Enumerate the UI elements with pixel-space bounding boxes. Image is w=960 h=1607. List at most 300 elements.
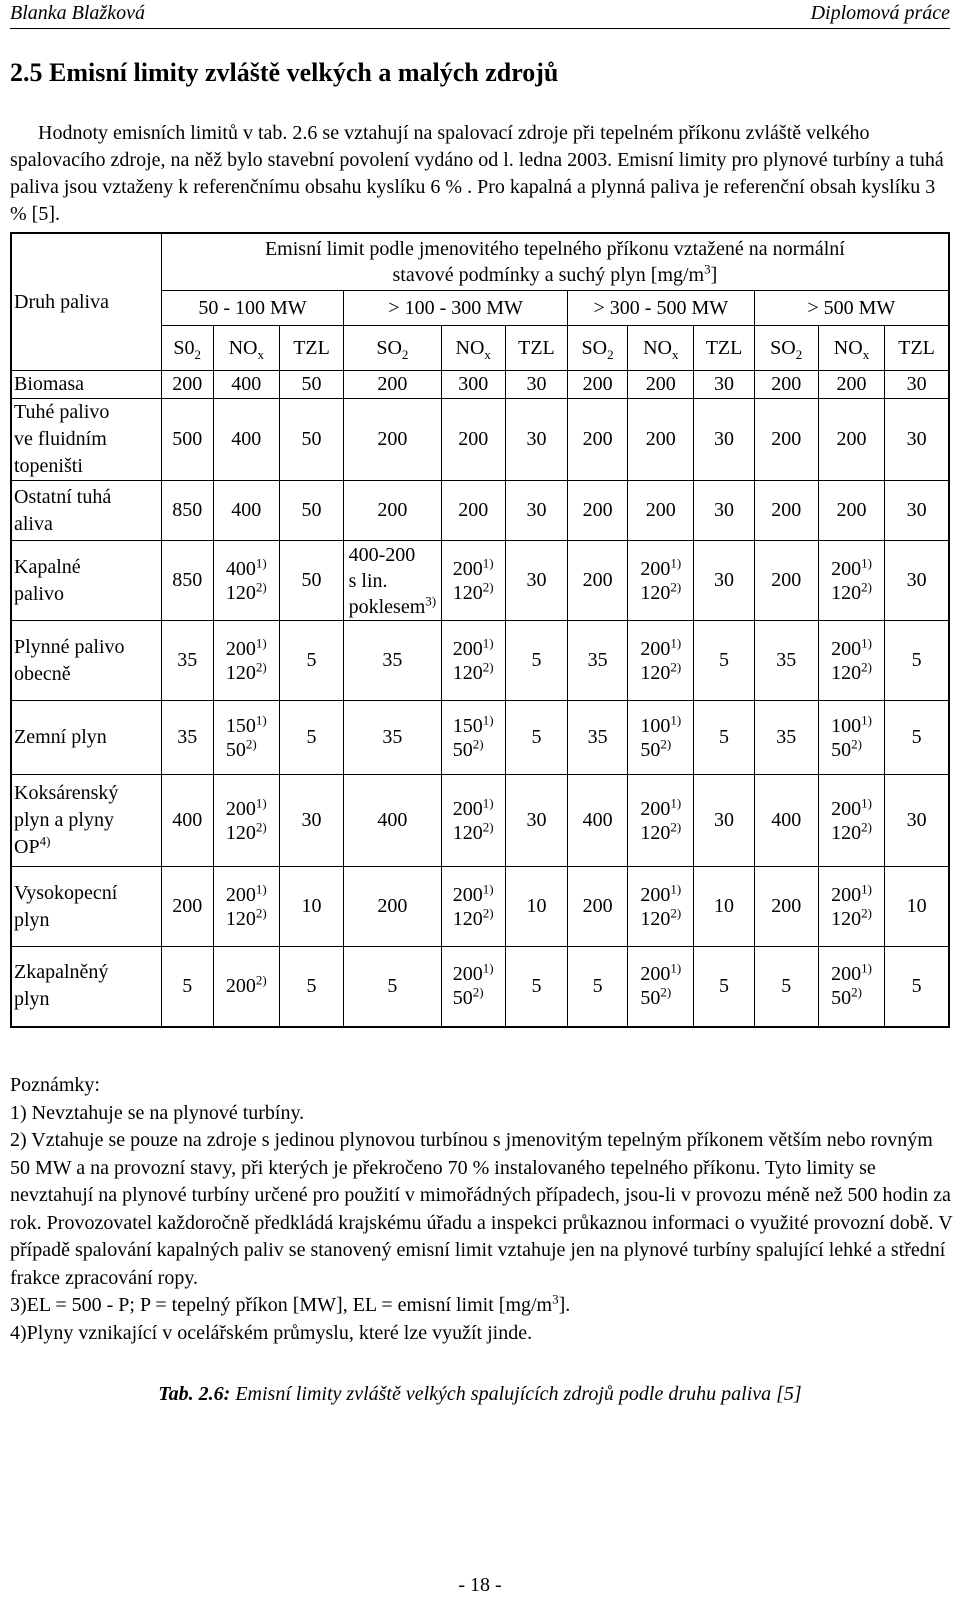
limit-line — [452, 634, 494, 661]
pollutant-header — [694, 326, 754, 371]
note-3 — [10, 1292, 955, 1320]
limit-line — [225, 578, 267, 605]
limit-cell: 10 — [694, 867, 754, 947]
limit-line — [831, 658, 872, 685]
footnote-ref: 1) — [861, 794, 872, 810]
limit-cell — [628, 541, 694, 621]
limit-line — [452, 818, 494, 845]
pollutant-header — [279, 326, 343, 371]
limit-cell — [441, 621, 505, 701]
limit-cell — [441, 947, 505, 1027]
limit-line-value: 50 — [640, 987, 661, 1010]
fuel-type-cell — [11, 867, 161, 947]
limit-line-value: 120 — [452, 821, 483, 844]
fuel-type-line — [14, 399, 109, 426]
limit-cell: 200 — [568, 399, 628, 481]
pollutant-symbol: TZL — [293, 336, 330, 359]
pollutant-header — [885, 326, 949, 371]
table-body — [11, 371, 949, 1027]
fuel-type-cell — [11, 481, 161, 541]
limit-cell: 35 — [344, 701, 441, 775]
header-author: Blanka Blažková — [10, 2, 145, 24]
limit-cell: 200 — [161, 371, 213, 399]
footnote-ref: 2) — [861, 818, 872, 834]
limit-line-value: 50 — [452, 738, 473, 761]
pollutant-symbol: TZL — [518, 336, 555, 359]
limit-cell: 400 — [161, 775, 213, 867]
footnote-ref: 2) — [472, 735, 484, 751]
range-header: > 500 MW — [754, 291, 949, 326]
table-row — [11, 701, 949, 775]
limit-line-value: 50 — [831, 738, 852, 761]
limit-line-value: 200 — [831, 557, 862, 580]
footnote-ref: 2) — [482, 658, 494, 674]
limit-line-value: 50 — [640, 738, 661, 761]
limit-cell: 5 — [344, 947, 441, 1027]
limit-line-value: 400 — [225, 557, 256, 580]
pollutant-subscript: x — [257, 346, 264, 362]
limit-line — [225, 880, 267, 907]
footnote-ref: 2) — [660, 984, 672, 1000]
limit-cell: 50 — [279, 541, 343, 621]
limit-line-value: 200 — [225, 975, 256, 998]
fuel-type-line — [14, 986, 108, 1013]
fuel-type-line-value: plyn a plyny — [14, 809, 114, 831]
note-4: 4)Plyny vznikající v ocelářském průmyslu, které lze využít jinde. — [10, 1321, 533, 1344]
limit-line-value: 200 — [452, 637, 483, 660]
fuel-type-line — [14, 426, 109, 453]
header-doc-type: Diplomová práce — [810, 2, 950, 24]
footnote-ref: 2) — [670, 904, 682, 920]
footnote-ref: 2) — [861, 578, 872, 594]
limit-line — [640, 986, 681, 1010]
limit-cell: 200 — [161, 867, 213, 947]
limit-line-value: 120 — [831, 581, 862, 604]
limit-cell: 30 — [505, 775, 567, 867]
pollutant-symbol: SO — [581, 336, 608, 359]
footnote-ref: 1) — [670, 880, 682, 896]
limit-cell: 400 — [568, 775, 628, 867]
footnote-ref: 3) — [425, 592, 437, 608]
section-title: 2.5 Emisní limity zvláště velkých a malých zdrojů — [10, 58, 559, 87]
fuel-type-line — [14, 371, 84, 398]
limit-line — [452, 554, 494, 581]
fuel-type-line — [14, 959, 108, 986]
pollutant-subscript: x — [862, 346, 870, 362]
fuel-type-line-value: OP — [14, 836, 40, 858]
limit-cell — [628, 775, 694, 867]
limit-cell: 200 — [818, 371, 884, 399]
limit-line — [831, 962, 872, 986]
footnote-ref: 1) — [670, 794, 682, 810]
pollutant-subscript: 2 — [194, 346, 201, 362]
footnote-ref: 2) — [851, 984, 862, 1000]
fuel-type-line-value: Zkapalněný — [14, 961, 109, 984]
limit-cell: 200 — [441, 481, 505, 541]
limit-cell: 400 — [213, 399, 279, 481]
limit-line — [225, 818, 267, 845]
limit-line — [831, 711, 872, 738]
limit-cell: 35 — [754, 701, 818, 775]
limit-line — [349, 594, 437, 620]
pollutant-symbol: TZL — [898, 336, 935, 359]
table-row — [11, 481, 949, 541]
limit-cell: 200 — [818, 399, 884, 481]
footnote-ref: 2) — [670, 818, 682, 834]
fuel-type-line — [14, 724, 107, 751]
limit-cell — [818, 541, 884, 621]
limit-cell: 30 — [885, 541, 949, 621]
footnote-ref: 1) — [482, 711, 494, 727]
table-row — [11, 947, 949, 1027]
pollutant-subscript: 2 — [607, 346, 614, 362]
footnote-ref: 2) — [660, 735, 672, 751]
limit-header-line1: Emisní limit podle jmenovitého tepelného příkonu vztažené na normální — [264, 238, 845, 260]
footnote-ref: 1) — [255, 880, 267, 896]
limit-line-value: poklesem — [348, 595, 426, 618]
limit-line-value: 200 — [452, 963, 483, 986]
limit-cell: 35 — [161, 621, 213, 701]
limit-line-value: 200 — [831, 797, 862, 820]
limit-line — [640, 554, 682, 581]
limit-cell: 5 — [885, 621, 949, 701]
limit-line-value: 200 — [831, 637, 862, 660]
fuel-type-line — [14, 453, 109, 480]
header-rule — [10, 28, 950, 29]
limit-cell — [213, 775, 279, 867]
limit-line-value: 120 — [640, 661, 671, 684]
limit-cell: 200 — [754, 541, 818, 621]
intro-paragraph — [10, 120, 950, 228]
page-number: - 18 - — [458, 1574, 502, 1596]
note-3-text: 3)EL = 500 - P; P = tepelný příkon [MW], EL = emisní limit [mg/m — [10, 1294, 553, 1316]
fuel-type-line — [14, 780, 118, 807]
limit-line-value: 120 — [225, 821, 256, 844]
limit-line — [225, 554, 267, 581]
limit-cell: 10 — [505, 867, 567, 947]
limit-cell: 5 — [161, 947, 213, 1027]
fuel-type-cell — [11, 701, 161, 775]
limit-cell: 5 — [279, 947, 343, 1027]
limit-line-value: 50 — [452, 987, 473, 1010]
fuel-type-cell — [11, 371, 161, 399]
footnote-ref: 2) — [861, 904, 872, 920]
limit-line — [225, 658, 267, 685]
fuel-type-line — [14, 484, 111, 511]
limit-line — [831, 735, 872, 762]
fuel-type-line — [14, 511, 111, 538]
limit-line — [831, 554, 872, 581]
limit-line-value: 120 — [831, 821, 862, 844]
limit-line-value: 120 — [452, 661, 483, 684]
footnote-ref: 1) — [670, 960, 682, 976]
limit-cell: 5 — [694, 701, 754, 775]
limit-cell — [628, 621, 694, 701]
limit-line-value: 120 — [640, 821, 671, 844]
limit-cell: 50 — [279, 399, 343, 481]
limit-cell: 10 — [279, 867, 343, 947]
limit-cell: 5 — [505, 621, 567, 701]
limit-line — [349, 568, 437, 594]
limit-line-value: 100 — [640, 714, 671, 737]
footnote-ref: 1) — [482, 554, 494, 570]
fuel-type-line-value: Zemní plyn — [14, 726, 107, 748]
footnote-ref: 2) — [861, 658, 872, 674]
fuel-type-line-value: Plynné palivo — [14, 635, 125, 658]
limit-cell: 400 — [344, 775, 441, 867]
limit-line — [831, 794, 872, 821]
limit-line-value: 120 — [452, 581, 483, 604]
limit-cell: 5 — [505, 947, 567, 1027]
fuel-type-line-value: Koksárenský — [14, 782, 119, 804]
pollutant-header — [754, 326, 818, 371]
emission-limits-table — [10, 232, 950, 1028]
pollutant-subscript: 2 — [401, 346, 409, 362]
limit-line — [831, 904, 872, 931]
limit-cell — [213, 621, 279, 701]
limit-cell: 30 — [505, 481, 567, 541]
limit-cell: 5 — [279, 621, 343, 701]
limit-cell: 500 — [161, 399, 213, 481]
limit-line — [831, 880, 872, 907]
limit-cell: 5 — [754, 947, 818, 1027]
limit-cell — [441, 701, 505, 775]
footnote-ref: 2) — [255, 578, 267, 594]
limit-line — [452, 904, 494, 931]
notes-title: Poznámky: — [10, 1074, 100, 1096]
fuel-type-line — [14, 581, 81, 608]
footnote-ref: 2) — [670, 658, 682, 674]
note-3-end: ]. — [558, 1294, 571, 1316]
pollutant-subscript: x — [484, 346, 491, 362]
limit-line — [640, 904, 682, 931]
footnote-ref: 2) — [851, 735, 862, 751]
limit-cell: 30 — [694, 371, 754, 399]
limit-cell: 850 — [161, 481, 213, 541]
footnote-ref: 1) — [670, 711, 682, 727]
table-row — [11, 775, 949, 867]
limit-line — [225, 634, 267, 661]
fuel-type-line — [14, 907, 117, 934]
limit-cell: 30 — [694, 775, 754, 867]
fuel-type-line-value: Kapalné — [14, 555, 81, 578]
footnote-ref: 1) — [255, 711, 267, 727]
limit-cell: 30 — [505, 541, 567, 621]
limit-line — [640, 735, 681, 762]
fuel-type-line-value: topeništi — [14, 455, 83, 477]
pollutant-subscript: 2 — [795, 346, 803, 362]
limit-cell — [441, 867, 505, 947]
fuel-type-cell — [11, 775, 161, 867]
limit-cell: 200 — [344, 399, 441, 481]
limit-cell: 35 — [161, 701, 213, 775]
limit-cell: 5 — [505, 701, 567, 775]
limit-cell: 200 — [628, 399, 694, 481]
fuel-type-line-value: obecně — [14, 662, 71, 685]
limit-cell — [818, 775, 884, 867]
limit-line-value: 120 — [452, 907, 483, 930]
pollutant-symbol: NO — [455, 336, 485, 359]
pollutant-header — [213, 326, 279, 371]
table-row — [11, 371, 949, 399]
limit-line-value: 100 — [831, 714, 862, 737]
limit-cell — [628, 701, 694, 775]
table-row — [11, 541, 949, 621]
table-row — [11, 621, 949, 701]
limit-cell: 10 — [885, 867, 949, 947]
limit-cell — [441, 541, 505, 621]
fuel-type-line-value: aliva — [14, 512, 53, 535]
limit-cell — [818, 701, 884, 775]
footnote-ref: 1) — [861, 711, 872, 727]
limit-cell — [213, 541, 279, 621]
note-2: 2) Vztahuje se pouze na zdroje s jedinou plynovou turbínou s jmenovitým tepelným příkonem větším nebo rovným 50 MW a na provozní stavy, při kterých je překročeno 70 % instalovaného tepelného příkonu. Tyto limity se nevztahují na plynové turbíny určené pro použití v mimořádných případech, jsou-li v provozu méně než 500 hodin za rok. Provozovatel každoročně předkládá krajskému úřadu a inspekci průkaznou informaci o využité provozní době. V případě spalování kapalných paliv se stanovený emisní limit vztahuje jen na plynové turbíny spalující lehké a střední frakce zpracování ropy. — [10, 1129, 953, 1289]
pollutant-symbol: SO — [770, 336, 796, 359]
limit-line — [640, 818, 682, 845]
fuel-type-cell — [11, 541, 161, 621]
range-header: 50 - 100 MW — [161, 291, 343, 326]
footnote-ref: 2) — [255, 818, 267, 834]
footnote-ref: 2) — [482, 904, 494, 920]
pollutant-header — [568, 326, 628, 371]
table-row — [11, 399, 949, 481]
limit-cell: 30 — [885, 775, 949, 867]
footnote-ref: 1) — [670, 634, 682, 650]
limit-cell: 200 — [568, 867, 628, 947]
limit-line-value: 120 — [225, 581, 256, 604]
limit-cell — [818, 947, 884, 1027]
limit-line — [452, 578, 494, 605]
limit-cell — [213, 947, 279, 1027]
limit-line — [225, 735, 267, 762]
limit-cell: 5 — [279, 701, 343, 775]
limit-header-end: ] — [710, 264, 718, 286]
pollutant-symbol: S0 — [173, 336, 195, 359]
footnote-ref: 2) — [482, 578, 494, 594]
limit-cell — [344, 541, 441, 621]
limit-line — [640, 962, 681, 986]
fuel-type-line-value: ve fluidním — [14, 428, 107, 450]
fuel-type-line-value: Vysokopecní — [14, 881, 118, 904]
limit-cell: 200 — [344, 867, 441, 947]
limit-cell: 30 — [885, 481, 949, 541]
range-header: > 300 - 500 MW — [568, 291, 755, 326]
footnote-ref: 1) — [861, 880, 872, 896]
footnote-ref: 1) — [255, 634, 267, 650]
limit-cell: 30 — [279, 775, 343, 867]
fuel-type-line — [14, 807, 118, 834]
fuel-type-line-value: plyn — [14, 988, 50, 1011]
pollutant-header — [818, 326, 884, 371]
pollutant-header — [344, 326, 441, 371]
limit-cell: 30 — [885, 371, 949, 399]
fuel-type-line-value: palivo — [14, 582, 64, 605]
caption-label: Tab. 2.6: — [158, 1383, 231, 1405]
limit-cell — [213, 701, 279, 775]
limit-cell: 200 — [754, 399, 818, 481]
limit-line-value: 200 — [640, 963, 671, 986]
footnote-ref: 1) — [670, 554, 682, 570]
limit-line — [831, 578, 872, 605]
limit-line-value: 200 — [452, 883, 483, 906]
limit-cell: 400 — [213, 371, 279, 399]
limit-cell: 5 — [885, 701, 949, 775]
limit-cell: 850 — [161, 541, 213, 621]
limit-line-value: 200 — [452, 797, 483, 820]
limit-cell: 200 — [568, 371, 628, 399]
limit-cell: 30 — [694, 399, 754, 481]
footnote-ref: 2) — [472, 984, 484, 1000]
limit-cell: 5 — [694, 947, 754, 1027]
limit-line — [831, 818, 872, 845]
pollutant-header — [161, 326, 213, 371]
limit-header — [161, 233, 949, 291]
fuel-type-line — [14, 634, 125, 661]
table-row — [11, 867, 949, 947]
limit-line-value: 50 — [225, 738, 246, 761]
limit-line — [452, 794, 494, 821]
limit-cell: 5 — [885, 947, 949, 1027]
fuel-type-line — [14, 834, 118, 861]
limit-line — [640, 658, 682, 685]
limit-cell — [628, 947, 694, 1027]
limit-line-value: 200 — [225, 637, 256, 660]
limit-cell: 200 — [754, 867, 818, 947]
fuel-type-cell — [11, 621, 161, 701]
limit-line — [831, 634, 872, 661]
limit-line-value: 200 — [225, 883, 256, 906]
fuel-type-line-value: plyn — [14, 908, 50, 931]
pollutant-symbol: SO — [376, 336, 402, 359]
limit-line — [452, 711, 494, 738]
limit-cell: 30 — [694, 481, 754, 541]
pollutant-symbol: NO — [643, 336, 672, 359]
limit-line-value: 200 — [640, 637, 671, 660]
limit-line-value: 200 — [640, 557, 671, 580]
limit-cell: 400 — [754, 775, 818, 867]
limit-cell: 30 — [694, 541, 754, 621]
pollutant-header — [505, 326, 567, 371]
limit-cell: 200 — [628, 481, 694, 541]
limit-cell: 200 — [344, 481, 441, 541]
footnote-ref: 4) — [39, 833, 51, 849]
pollutant-symbol: NO — [833, 336, 863, 359]
footnote-ref: 1) — [861, 960, 872, 976]
limit-line — [640, 711, 682, 738]
pollutant-symbol: NO — [228, 336, 258, 359]
limit-cell: 35 — [754, 621, 818, 701]
limit-header-line2: stavové podmínky a suchý plyn [mg/m — [392, 264, 705, 286]
limit-cell: 5 — [694, 621, 754, 701]
limit-cell: 200 — [754, 481, 818, 541]
limit-line-value: 120 — [831, 907, 862, 930]
pollutant-symbol: TZL — [705, 336, 743, 359]
fuel-type-header: Druh paliva — [11, 233, 161, 371]
limit-cell: 200 — [754, 371, 818, 399]
footnote-ref: 2) — [670, 578, 682, 594]
intro-text: Hodnoty emisních limitů v tab. 2.6 se vztahují na spalovací zdroje při tepelném příkonu zvláště velkého spalovacího zdroje, na něž bylo stavební povolení vydáno od l. ledna 2003. Emisní limity pro plynové turbíny a tuhá paliva jsou vztaženy k referenčnímu obsahu kyslíku 6 % . Pro kapalná a plynná paliva je referenční obsah kyslíku 3 % [5]. — [10, 122, 944, 225]
range-header: > 100 - 300 MW — [344, 291, 568, 326]
footnote-ref: 1) — [482, 880, 494, 896]
footnote-ref: 1) — [255, 554, 267, 570]
limit-cell — [213, 867, 279, 947]
limit-line-value: s lin. — [348, 569, 388, 592]
limit-line-value: 120 — [225, 661, 256, 684]
footnote-ref: 2) — [245, 735, 257, 751]
fuel-type-line — [14, 661, 125, 688]
limit-cell — [818, 867, 884, 947]
footnote-ref: 2) — [255, 972, 267, 988]
